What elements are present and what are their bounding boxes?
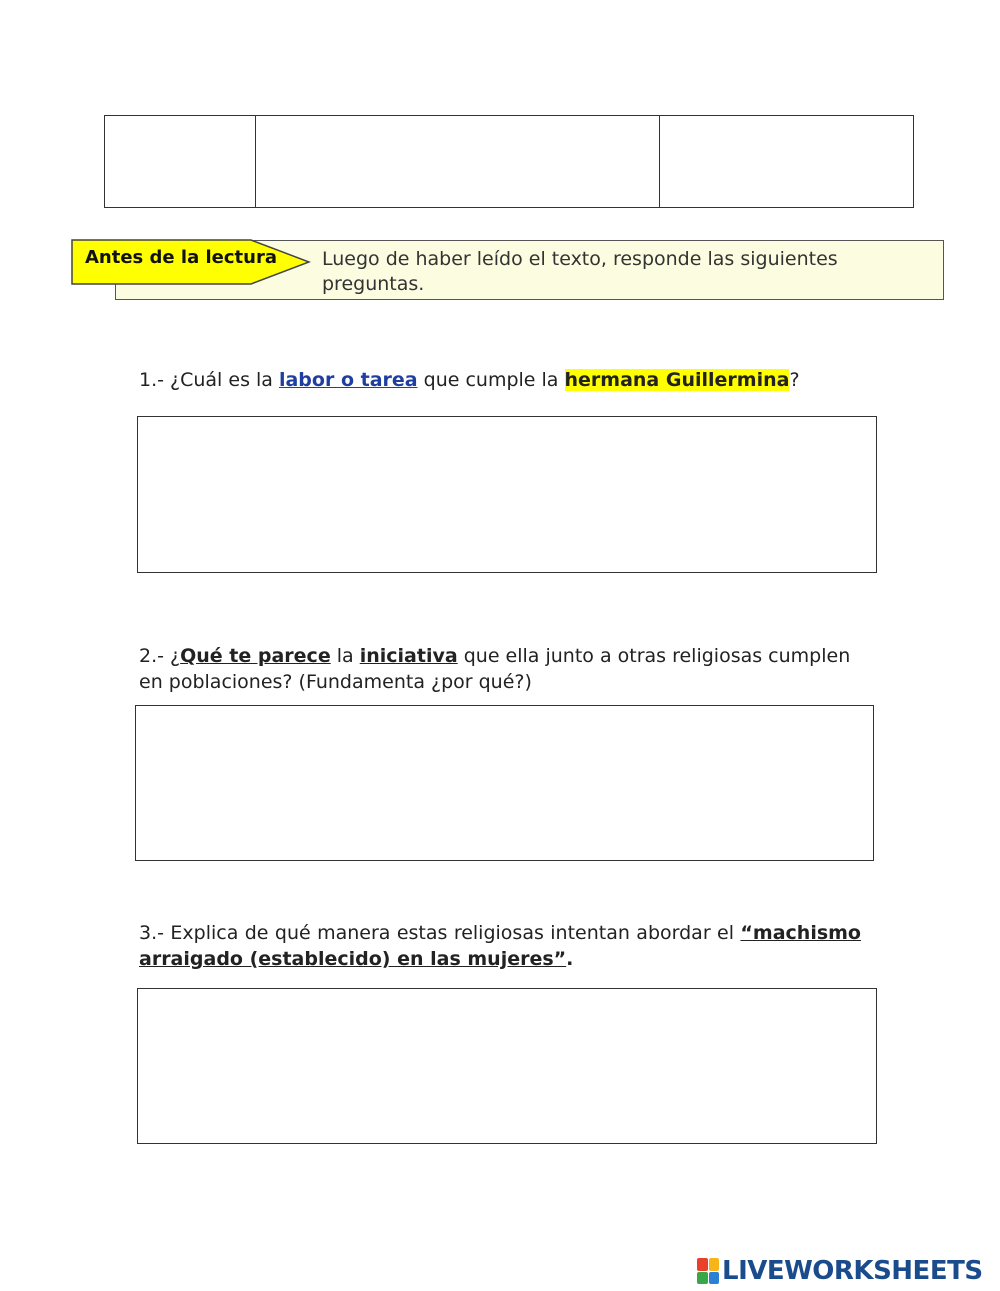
question-1-suffix: ? xyxy=(789,369,800,391)
question-2-term-iniciativa: iniciativa xyxy=(359,645,458,667)
question-2-suffix: que ella junto a otras religiosas cumplen en poblaciones? (Fundamenta ¿por qué?) xyxy=(139,645,851,693)
answer-box-3[interactable] xyxy=(137,988,877,1144)
question-1-prefix: 1.- ¿Cuál es la xyxy=(139,369,279,391)
question-1-term-hermana: hermana Guillermina xyxy=(564,369,790,391)
section-tag-label: Antes de la lectura xyxy=(85,247,277,268)
question-2-middle: la xyxy=(330,645,360,667)
answer-box-1[interactable] xyxy=(137,416,877,573)
liveworksheets-logo-icon xyxy=(697,1258,719,1284)
question-3-suffix: . xyxy=(566,948,574,970)
header-cell-right xyxy=(659,116,913,207)
instruction-text: Luego de haber leído el texto, responde las siguientes preguntas. xyxy=(322,248,838,295)
question-1 xyxy=(139,367,879,393)
question-2-prefix: 2.- ¿ xyxy=(139,645,181,667)
question-1-term-labor: labor o tarea xyxy=(278,369,418,391)
liveworksheets-logo xyxy=(697,1255,983,1287)
header-cell-left xyxy=(105,116,256,207)
liveworksheets-logo-text: LIVEWORKSHEETS xyxy=(722,1256,983,1286)
question-3 xyxy=(139,920,861,972)
question-1-middle: que cumple la xyxy=(417,369,565,391)
question-2 xyxy=(139,643,869,695)
header-cell-center xyxy=(255,116,660,207)
header-table xyxy=(104,115,914,208)
question-3-term-machismo: “machismo arraigado (establecido) en las mujeres” xyxy=(139,922,861,970)
question-3-prefix: 3.- Explica de qué manera estas religiosas intentan abordar el xyxy=(139,922,741,944)
question-2-term-que-te-parece: Qué te parece xyxy=(180,645,331,667)
answer-box-2[interactable] xyxy=(135,705,874,861)
